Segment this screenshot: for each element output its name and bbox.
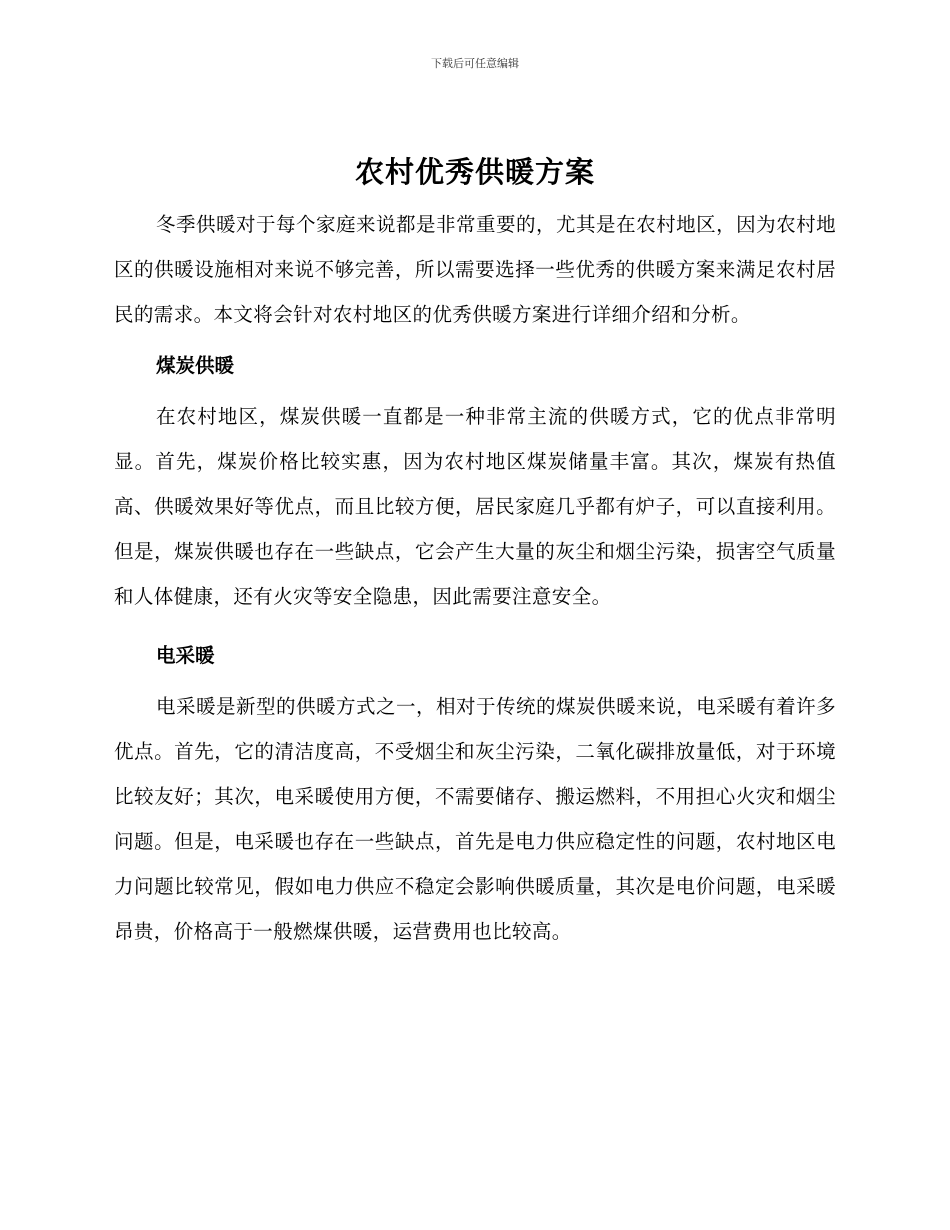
section-paragraph-coal: 在农村地区，煤炭供暖一直都是一种非常主流的供暖方式，它的优点非常明显。首先，煤炭价格比较实惠，因为农村地区煤炭储量丰富。其次，煤炭有热值高、供暖效果好等优点，而且比较方便，居民家庭几乎都有炉子，可以直接利用。但是，煤炭供暖也存在一些缺点，它会产生大量的灰尘和烟尘污染，损害空气质量和人体健康，还有火灾等安全隐患，因此需要注意安全。 [114, 405, 836, 608]
section-paragraph-electric: 电采暖是新型的供暖方式之一，相对于传统的煤炭供暖来说，电采暖有着许多优点。首先，它的清洁度高，不受烟尘和灰尘污染，二氧化碳排放量低，对于环境比较友好；其次，电采暖使用方便，不需要储存、搬运燃料，不用担心火灾和烟尘问题。但是，电采暖也存在一些缺点，首先是电力供应稳定性的问题，农村地区电力问题比较常见，假如电力供应不稳定会影响供暖质量，其次是电价问题，电采暖昂贵，价格高于一般燃煤供暖，运营费用也比较高。 [114, 695, 836, 943]
intro-paragraph: 冬季供暖对于每个家庭来说都是非常重要的，尤其是在农村地区，因为农村地区的供暖设施相对来说不够完善，所以需要选择一些优秀的供暖方案来满足农村居民的需求。本文将会针对农村地区的优秀供暖方案进行详细介绍和分析。 [114, 213, 836, 326]
header-note: 下载后可任意编辑 [431, 57, 519, 70]
section-heading-electric: 电采暖 [156, 644, 215, 667]
document-title: 农村优秀供暖方案 [354, 155, 595, 189]
document-body [114, 152, 836, 954]
section-heading-coal: 煤炭供暖 [156, 354, 235, 377]
